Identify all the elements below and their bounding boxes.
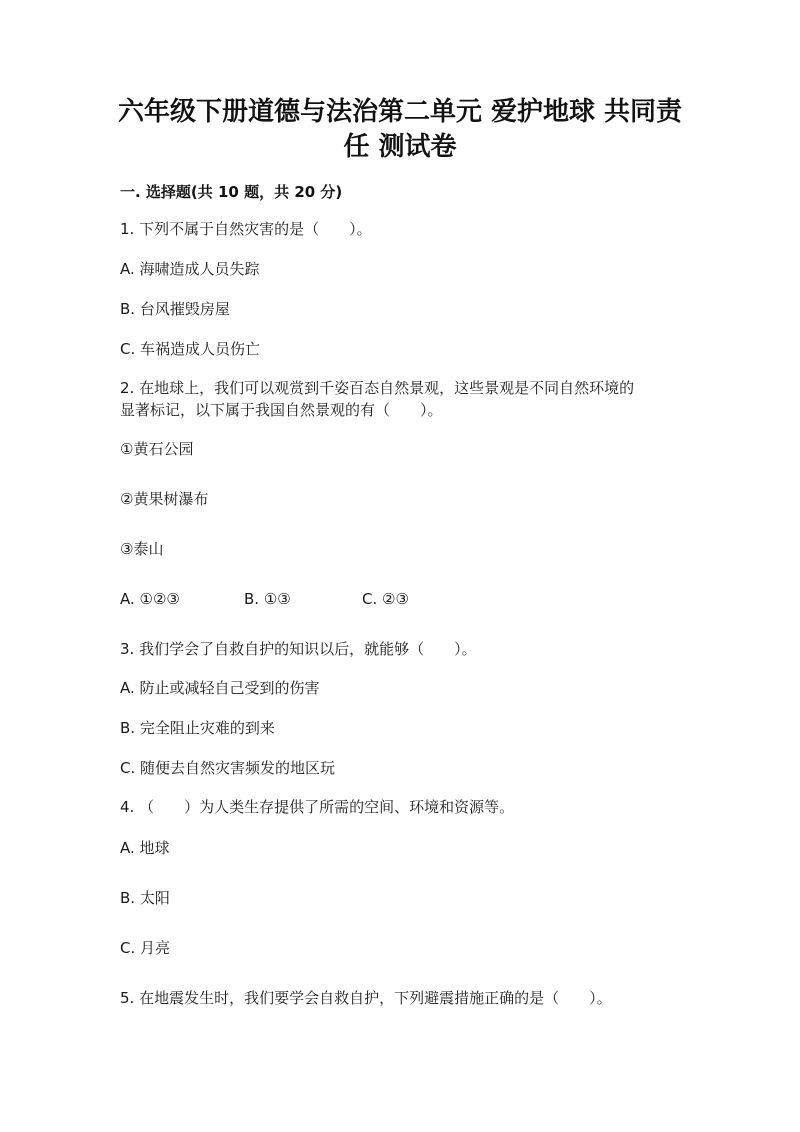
question-4-option-c: C. 月亮	[120, 939, 171, 957]
document-title-line-1: 六年级下册道德与法治第二单元 爱护地球 共同责	[117, 97, 683, 127]
question-3-option-a: A. 防止或减轻自己受到的伤害	[120, 679, 320, 697]
question-2-stem-line-1: 2. 在地球上，我们可以观赏到千姿百态自然景观，这些景观是不同自然环境的	[120, 379, 635, 397]
question-3-option-c: C. 随便去自然灾害频发的地区玩	[120, 759, 336, 777]
question-1-option-b: B. 台风摧毁房屋	[120, 300, 230, 318]
question-2-item-2: ②黄果树瀑布	[120, 490, 209, 508]
question-2-item-3: ③泰山	[120, 540, 164, 558]
question-2-stem-line-2: 显著标记，以下属于我国自然景观的有（ ）。	[120, 401, 443, 419]
question-2-item-1: ①黄石公园	[120, 440, 194, 458]
question-4-option-b: B. 太阳	[120, 889, 170, 907]
question-4-stem: 4. （ ）为人类生存提供了所需的空间、环境和资源等。	[120, 798, 515, 816]
question-2-option-b: B. ①③	[244, 590, 291, 608]
question-1-option-a: A. 海啸造成人员失踪	[120, 260, 260, 278]
document-title-line-2: 任 测试卷	[343, 132, 457, 162]
question-1-stem: 1. 下列不属于自然灾害的是（ ）。	[120, 220, 372, 238]
question-3-option-b: B. 完全阻止灾难的到来	[120, 719, 275, 737]
question-4-option-a: A. 地球	[120, 839, 170, 857]
question-5-stem: 5. 在地震发生时，我们要学会自救自护，下列避震措施正确的是（ ）。	[120, 989, 612, 1007]
question-2-option-c: C. ②③	[362, 590, 409, 608]
question-3-stem: 3. 我们学会了自救自护的知识以后，就能够（ ）。	[120, 640, 477, 658]
question-2-option-a: A. ①②③	[120, 590, 180, 608]
question-1-option-c: C. 车祸造成人员伤亡	[120, 340, 261, 358]
section-heading: 一. 选择题(共 10 题，共 20 分)	[120, 183, 343, 201]
